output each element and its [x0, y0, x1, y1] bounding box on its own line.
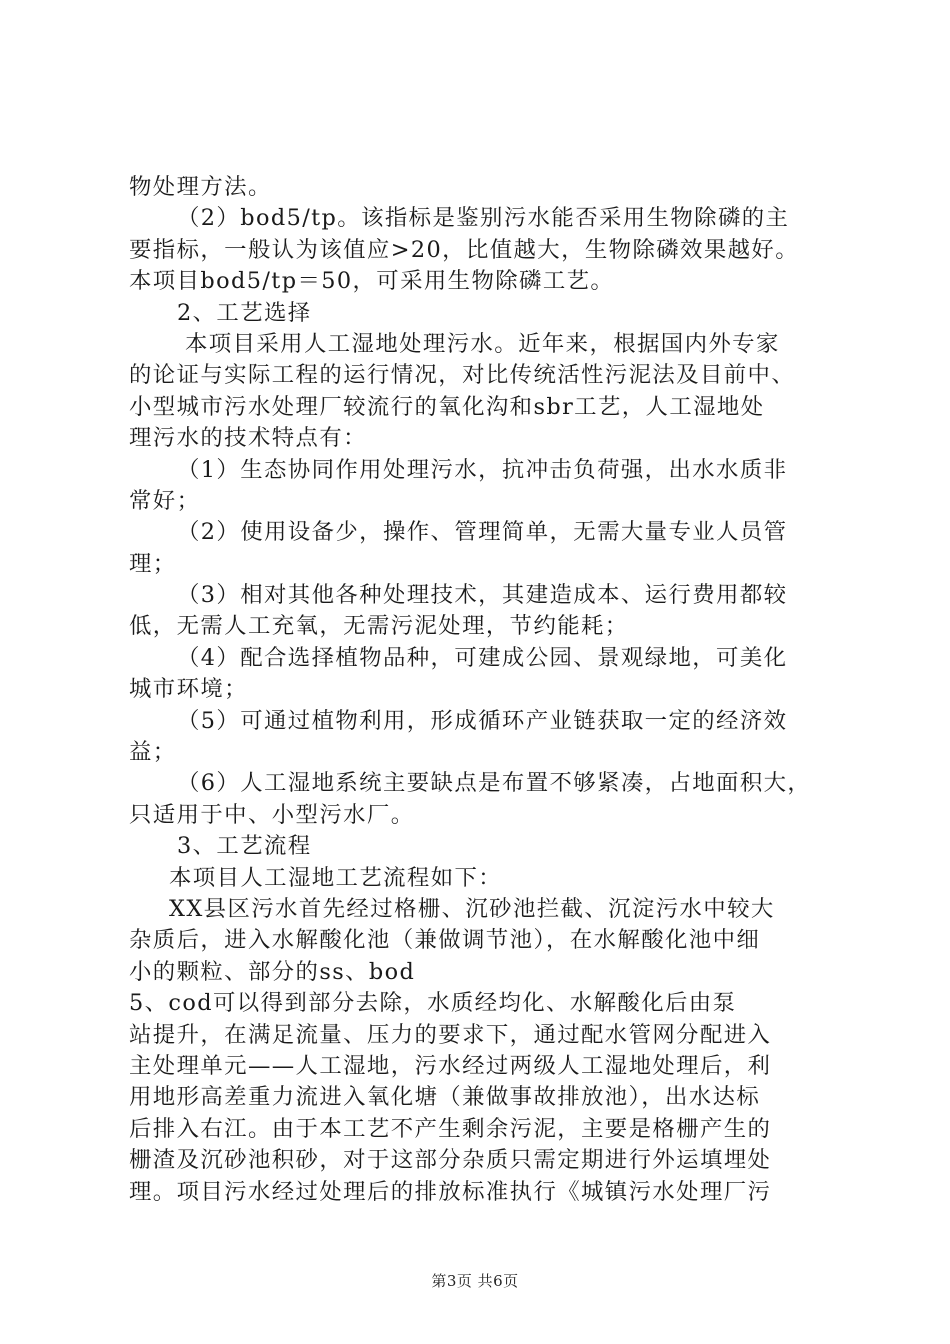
text-line: 5、cod可以得到部分去除，水质经均化、水解酸化后由泵	[129, 990, 737, 1017]
body-text	[129, 172, 834, 1208]
list-item: （2）使用设备少，操作、管理简单，无需大量专业人员管	[177, 519, 788, 546]
text-line: 小的颗粒、部分的ss、bod	[129, 958, 416, 985]
text-line: 物处理方法。	[129, 174, 272, 200]
text-line: 要指标，一般认为该值应>20，比值越大，生物除磷效果越好。	[129, 236, 800, 263]
text-line: 只适用于中、小型污水厂。	[129, 801, 415, 828]
text-line: 城市环境；	[129, 676, 248, 703]
section-heading: 3、工艺流程	[177, 833, 312, 860]
text-line: 常好；	[129, 487, 201, 514]
list-item: （5）可通过植物利用，形成循环产业链获取一定的经济效	[177, 707, 788, 734]
text-line: 杂质后，进入水解酸化池（兼做调节池），在水解酸化池中细	[129, 927, 761, 954]
text-line: 低，无需人工充氧，无需污泥处理，节约能耗；	[129, 613, 629, 640]
text-line: 本项目人工湿地工艺流程如下：	[169, 864, 503, 891]
list-item: （3）相对其他各种处理技术，其建造成本、运行费用都较	[177, 582, 788, 609]
text-line: 益；	[129, 739, 177, 766]
text-line: 栅渣及沉砂池积砂，对于这部分杂质只需定期进行外运填埋处	[129, 1147, 772, 1174]
section-heading: 2、工艺选择	[177, 299, 312, 326]
text-line: 后排入右江。由于本工艺不产生剩余污泥，主要是格栅产生的	[129, 1115, 772, 1142]
text-line: 理；	[129, 550, 177, 577]
text-line: 主处理单元——人工湿地，污水经过两级人工湿地处理后，利	[129, 1052, 772, 1079]
text-line: 的论证与实际工程的运行情况，对比传统活性污泥法及目前中、	[129, 362, 796, 389]
text-line: 站提升，在满足流量、压力的要求下，通过配水管网分配进入	[129, 1021, 772, 1048]
list-item: （1）生态协同作用处理污水，抗冲击负荷强，出水水质非	[177, 456, 788, 483]
text-line: 小型城市污水处理厂较流行的氧化沟和sbr工艺，人工湿地处	[129, 393, 765, 420]
text-line: 本项目bod5/tp＝50，可采用生物除磷工艺。	[129, 268, 615, 295]
text-line: 理污水的技术特点有：	[129, 425, 367, 452]
page-number-footer: 第3页 共6页	[431, 1272, 519, 1290]
text-line: 用地形高差重力流进入氧化塘（兼做事故排放池），出水达标	[129, 1084, 761, 1111]
list-item: （6）人工湿地系统主要缺点是布置不够紧凑，占地面积大，	[177, 770, 812, 797]
text-line: 理。项目污水经过处理后的排放标准执行《城镇污水处理厂污	[129, 1178, 772, 1205]
text-line: XX县区污水首先经过格栅、沉砂池拦截、沉淀污水中较大	[169, 895, 775, 922]
text-line: 本项目采用人工湿地处理污水。近年来，根据国内外专家	[185, 330, 780, 357]
list-item: （4）配合选择植物品种，可建成公园、景观绿地，可美化	[177, 644, 788, 671]
text-line: （2）bod5/tp。该指标是鉴别污水能否采用生物除磷的主	[177, 205, 790, 232]
